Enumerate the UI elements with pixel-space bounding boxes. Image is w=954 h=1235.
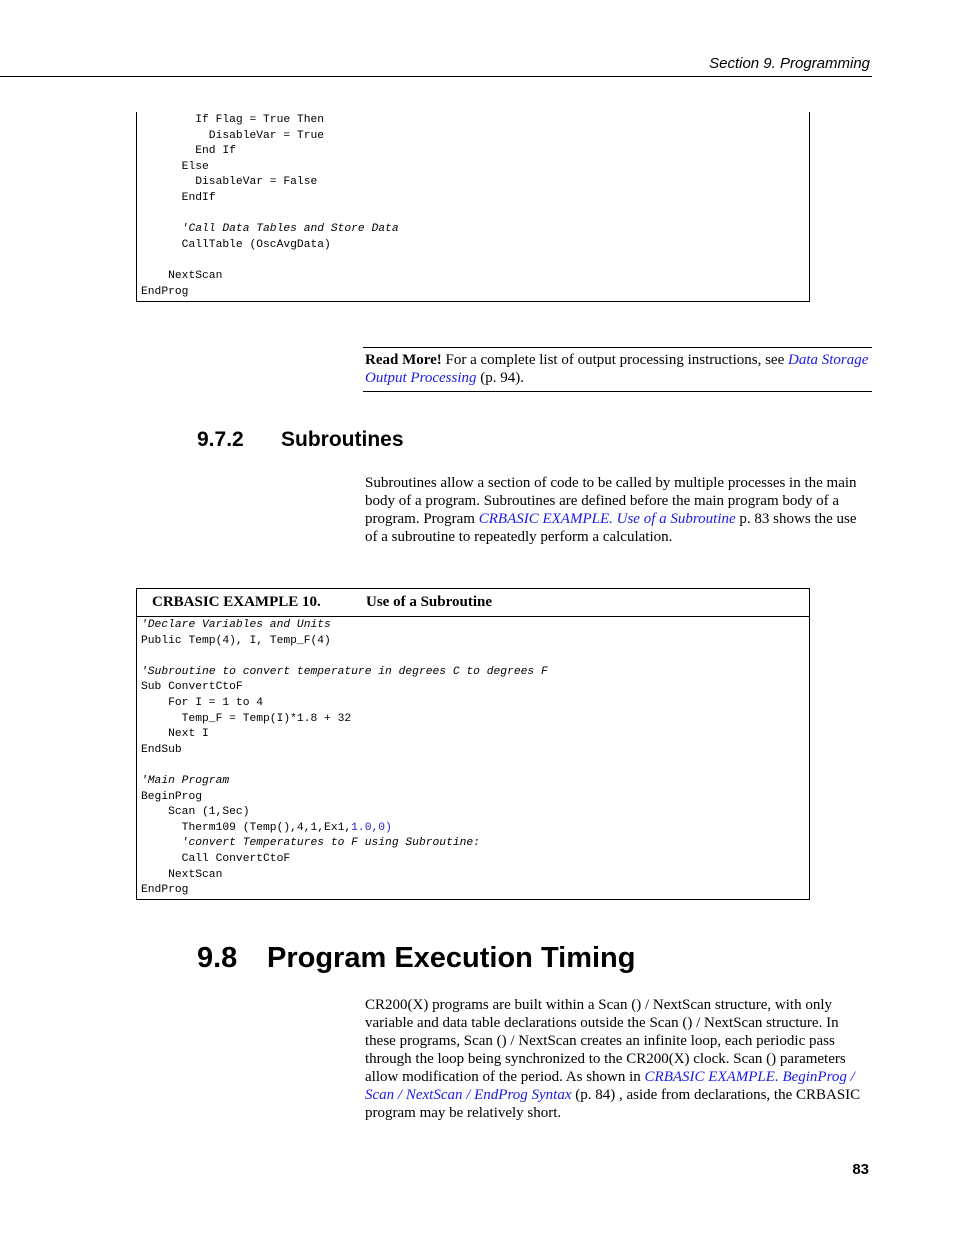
code-line — [141, 222, 809, 238]
code-text: For I = 1 to 4 — [141, 696, 264, 709]
code-text: Therm109 (Temp(),4,1,Ex1, — [141, 821, 352, 834]
crbasic-example-10 — [136, 588, 810, 900]
code-line — [141, 852, 809, 868]
code-line — [141, 727, 809, 743]
example-title: Use of a Subroutine — [366, 594, 492, 610]
code-text: Temp_F = Temp(I)*1.8 + 32 — [141, 712, 352, 725]
code-line — [141, 269, 809, 285]
code-text: NextScan — [141, 269, 223, 282]
section-number: 9.7.2 — [197, 428, 244, 451]
code-line — [141, 836, 809, 852]
code-line — [141, 649, 809, 665]
example-header — [137, 589, 809, 617]
code-line — [141, 144, 809, 160]
example-label: CRBASIC EXAMPLE 10. — [152, 594, 321, 610]
code-line — [141, 758, 809, 774]
code-line — [141, 774, 809, 790]
section-title: Subroutines — [281, 428, 404, 451]
section-heading-9-7-2 — [197, 428, 404, 452]
code-line — [141, 868, 809, 884]
code-listing — [137, 617, 809, 899]
paragraph-text: p. 83 shows the use of a subroutine to repeatedly perform a calculation. — [365, 511, 857, 545]
code-line — [141, 129, 809, 145]
code-line — [141, 618, 809, 634]
code-line — [141, 680, 809, 696]
code-line — [141, 160, 809, 176]
code-line — [141, 634, 809, 650]
code-text: EndIf — [141, 191, 216, 204]
code-line — [141, 665, 809, 681]
crbasic-example-beginprog-link[interactable]: CRBASIC EXAMPLE. BeginProg / Scan / NextScan / EndProg Syntax — [365, 1069, 855, 1103]
paragraph-text: Subroutines allow a section of code to be called by multiple processes in the main body of a program. Subroutines are defined before the main program body of a program. Program — [365, 475, 857, 527]
section-heading-9-8 — [197, 942, 635, 975]
code-text: Call ConvertCtoF — [141, 852, 291, 865]
code-comment: 'Call Data Tables and Store Data — [141, 223, 399, 236]
data-storage-output-processing-link[interactable]: Data Storage Output Processing — [365, 352, 869, 386]
code-text: Next I — [141, 728, 209, 741]
code-text: NextScan — [141, 868, 223, 881]
code-text: End If — [141, 145, 236, 158]
header-rule — [0, 76, 872, 77]
code-line — [141, 113, 809, 129]
code-text: Scan (1,Sec) — [141, 806, 250, 819]
code-line — [141, 207, 809, 223]
code-text: DisableVar = True — [141, 129, 325, 142]
code-text: BeginProg — [141, 790, 203, 803]
code-line — [141, 238, 809, 254]
code-text: Else — [141, 160, 209, 173]
code-line — [141, 805, 809, 821]
code-text: EndSub — [141, 743, 182, 756]
code-line — [141, 696, 809, 712]
code-comment: 'Declare Variables and Units — [141, 619, 331, 631]
code-text: DisableVar = False — [141, 176, 318, 189]
code-text: Public Temp(4), I, Temp_F(4) — [141, 634, 331, 647]
section-number: 9.8 — [197, 942, 238, 974]
code-line — [141, 790, 809, 806]
code-line — [141, 285, 809, 301]
read-more-label: Read More! — [365, 352, 442, 368]
code-text: EndProg — [141, 285, 189, 298]
code-listing — [137, 112, 809, 300]
code-line — [141, 883, 809, 899]
code-line — [141, 743, 809, 759]
code-comment: 'Subroutine to convert temperature in degrees C to degrees F — [141, 665, 548, 678]
timing-paragraph — [365, 996, 870, 1122]
code-text: EndProg — [141, 884, 189, 897]
read-more-text: For a complete list of output processing instructions, see — [441, 352, 788, 368]
code-line — [141, 253, 809, 269]
code-text: Sub ConvertCtoF — [141, 681, 243, 694]
paragraph-text: CR200(X) programs are built within a Scan () / NextScan structure, with only variable and data table declarations outside the Scan () / NextScan structure. In these programs, Scan () / NextScan creates an infinite loop, each periodic pass through the loop being synchronized to the CR200(X) clock. Scan () parameters allow modification of the period. As shown in — [365, 997, 846, 1085]
code-comment: 'Main Program — [141, 774, 230, 787]
page-number: 83 — [852, 1161, 869, 1178]
read-more-page-ref: (p. 94). — [476, 370, 525, 386]
section-title: Program Execution Timing — [267, 942, 636, 974]
code-line — [141, 191, 809, 207]
subroutines-paragraph — [365, 474, 870, 546]
running-header: Section 9. Programming — [709, 55, 870, 72]
code-text: CallTable (OscAvgData) — [141, 238, 331, 251]
code-block-continuation — [136, 112, 810, 302]
code-text: If Flag = True Then — [141, 114, 325, 126]
code-numeric-args: 1.0,0) — [351, 821, 392, 834]
crbasic-example-subroutine-link[interactable]: CRBASIC EXAMPLE. Use of a Subroutine — [478, 511, 736, 527]
code-comment: 'convert Temperatures to F using Subroutine: — [141, 837, 480, 850]
code-line — [141, 712, 809, 728]
code-line — [141, 175, 809, 191]
paragraph-text: (p. 84) , aside from declarations, the CRBASIC program may be relatively short. — [365, 1087, 861, 1121]
code-line — [141, 821, 809, 837]
read-more-note — [363, 347, 872, 392]
